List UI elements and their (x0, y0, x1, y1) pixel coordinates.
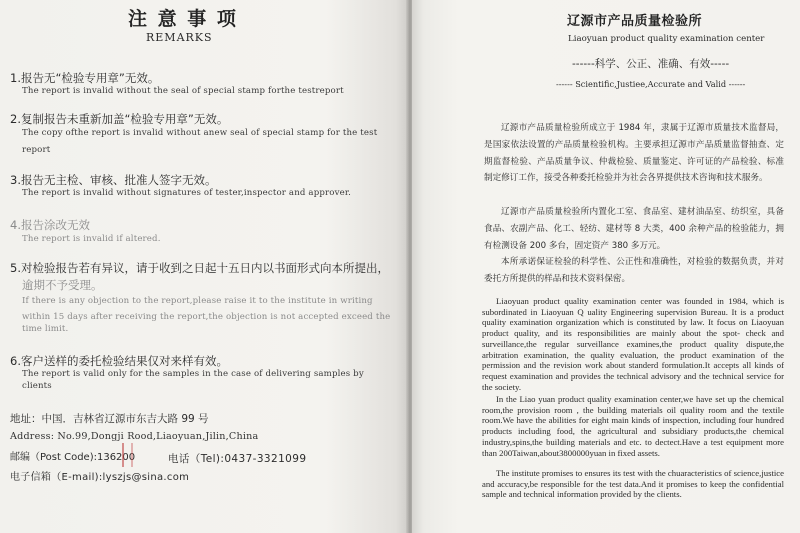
remark-2-cn: 2.复制报告未重新加盖“检验专用章”无效。 (10, 112, 229, 126)
remark-6-cn: 6.客户送样的委托检验结果仅对来样有效。 (10, 354, 228, 368)
intro-cn-paragraph-1: 辽源市产品质量检验所成立于 1984 年，隶属于辽源市质量技术监督局，是国家依法设置的产品质量检验机构。主要承担辽源市产品质量监督抽查、定期监督检验、产品质量争议、仲裁检验、质量鉴定、许可证的产品检验、标准制定修订工作，接受各种委托检验并为社会各界提供技术咨询和技术服务。 (484, 123, 784, 184)
remark-1-cn: 1.报告无“检验专用章”无效。 (10, 71, 160, 85)
remark-5-cn-line2: 逾期不予受理。 (22, 278, 103, 292)
post-code: 邮编（Post Code):136200 (10, 452, 136, 463)
remarks-title-cn: 注 意 事 项 (128, 8, 238, 30)
motto-cn: ------科学、公正、准确、有效----- (572, 58, 730, 70)
remarks-title-en: REMARKS (146, 31, 213, 44)
remark-2-en-line2: report (22, 145, 51, 155)
remark-6-en-line1: The report is valid only for the samples in the case of delivering samples by (22, 369, 364, 379)
center-title-cn: 辽源市产品质量检验所 (567, 14, 703, 29)
remark-4-en: The report is invalid if altered. (22, 234, 161, 244)
ink-mark (122, 443, 133, 467)
remark-5-en-line2: within 15 days after receiving the report,the objection is not accepted exceed the (22, 312, 391, 322)
remark-2-en-line1: The copy ofthe report is invalid without anew seal of special stamp for the test (22, 128, 378, 138)
center-intro-page (412, 0, 800, 533)
telephone: 电话（Tel):0437-3321099 (168, 453, 307, 465)
remark-3-en: The report is invalid without signatures of tester,inspector and approver. (22, 188, 352, 198)
remark-4-cn: 4.报告涂改无效 (10, 218, 90, 232)
intro-en-paragraph-1: Liaoyuan product quality examination center was founded in 1984, which is subordinated in Liaoyuan Q uality Engineering supervision Bureau. It is a product quality examination organization which is constituted by law. It focus on Liaoyuan product quality, and its responsibilities are mainly about the spot- check and surveillance,the regular surveillance examines,the product quality dispute,the arbitration examination, the quality evaluation, the product examination of the permission and the revision work about standerd formulation.It accepts all kinds of request examination and provides the technical advisory and the technical service for the society. (482, 296, 784, 392)
email: 电子信箱（E-mail):lyszjs@sina.com (10, 472, 190, 483)
motto-en: ------ Scientific,Justiee,Accurate and Valid ------ (556, 79, 746, 89)
intro-en-paragraph-2: In the Liao yuan product quality examination center,we have set up the chemical room,the provision room , the building materials oil quality room and the textile room.We have the abilities for eight main kinds of inspection, including four hundred products including food, the agricultural and subsidiary products,the chemical industry,spins,the building materials and etc. to dectect.Have a test equipment more than 200Taiwan,about3800000yuan in fixed assets. (482, 394, 784, 458)
intro-cn-paragraph-3: 本所承诺保证检验的科学性、公正性和准确性，对检验的数据负责，并对委托方所提供的样品和技术资料保密。 (484, 257, 784, 284)
center-title-en: Liaoyuan product quality examination center (568, 34, 765, 44)
intro-en-paragraph-3: The institute promises to ensures its test with the chuaracteristics of science,justice and accuracy,be responsible for the test data.And it promises to keep the confidential sample and technical information provided by the clients. (482, 468, 784, 500)
remark-1-en: The report is invalid without the seal of special stamp forthe testreport (22, 86, 344, 96)
remark-3-cn: 3.报告无主检、审核、批准人签字无效。 (10, 173, 217, 187)
address-en: Address: No.99,Dongji Rood,Liaoyuan,Jilin,China (10, 431, 259, 442)
remark-5-en-line3: time limit. (22, 324, 69, 334)
remark-5-cn-line1: 5.对检验报告若有异议，请于收到之日起十五日内以书面形式向本所提出， (10, 261, 389, 275)
intro-cn-paragraph-2: 辽源市产品质量检验所内置化工室、食品室、建材油品室、纺织室，具备食品、农副产品、化工、轻纺、建材等 8 大类，400 余种产品的检验能力，拥有检测设备 200 多台，固定资产 380 多万元。 (484, 207, 784, 251)
address-cn: 地址：中国．吉林省辽源市东吉大路 99 号 (10, 413, 209, 425)
remark-6-en-line2: clients (22, 381, 52, 391)
remark-5-en-line1: If there is any objection to the report,please raise it to the institute in writing (22, 296, 373, 306)
